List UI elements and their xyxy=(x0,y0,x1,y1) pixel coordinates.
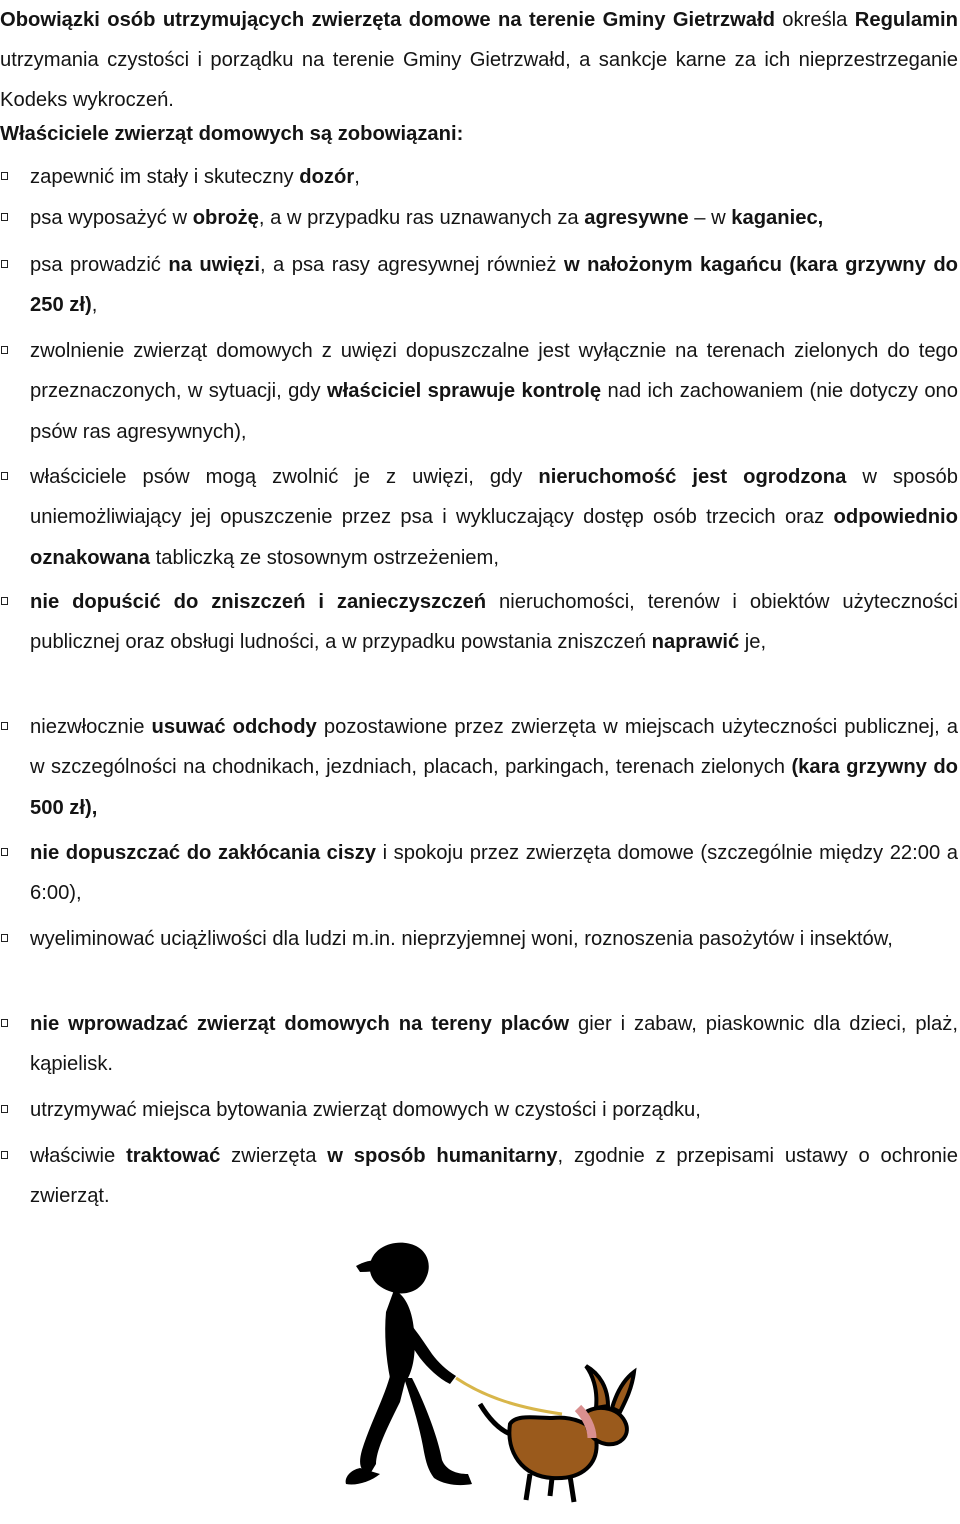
body-text: właściciele psów mogą zwolnić je z uwięzi, gdy xyxy=(30,466,539,488)
body-text: nieruchomości, terenów i obiektów użyteczności publicznej oraz obsługi ludności, a w przypadku powstania zniszczeń xyxy=(30,591,958,654)
square-bullet-icon xyxy=(1,1151,8,1159)
list-item xyxy=(0,157,958,197)
emphasis-text: nieruchomość jest ogrodzona xyxy=(538,466,847,488)
emphasis-text: dozór xyxy=(299,166,355,188)
intro-text-1: określa xyxy=(774,9,855,31)
body-text: zwierzęta xyxy=(220,1145,328,1167)
illustration xyxy=(300,1238,660,1518)
list-item-text xyxy=(30,582,958,663)
list-item xyxy=(0,707,958,828)
square-bullet-icon xyxy=(1,722,8,730)
square-bullet-icon xyxy=(1,1019,8,1027)
list-item-text xyxy=(30,1004,958,1085)
square-bullet-icon xyxy=(1,934,8,942)
list-item xyxy=(0,198,958,238)
list-item xyxy=(0,919,958,959)
section-heading: Właściciele zwierząt domowych są zobowiązani: xyxy=(0,123,464,145)
body-text: zapewnić im stały i skuteczny xyxy=(30,166,300,188)
body-text: zwolnienie zwierząt domowych z uwięzi dopuszczalne jest wyłącznie na terenach zielonych do tego przeznaczonych, w sytuacji, gdy xyxy=(30,340,958,403)
emphasis-text: odpowiednio oznakowana xyxy=(30,506,958,569)
intro-regulation-name: Regulamin xyxy=(854,9,958,31)
body-text: utrzymywać miejsca bytowania zwierząt domowych w czystości i porządku, xyxy=(30,1099,701,1121)
list-item xyxy=(0,833,958,914)
square-bullet-icon xyxy=(1,1105,8,1113)
emphasis-text: w nałożonym kagańcu (kara grzywny do 250 zł) xyxy=(30,254,958,317)
square-bullet-icon xyxy=(1,597,8,605)
person-figure xyxy=(346,1243,472,1486)
body-text: , zgodnie z przepisami ustawy o ochronie zwierząt. xyxy=(30,1145,958,1208)
list-item xyxy=(0,1004,958,1085)
person-walking-dog-icon xyxy=(300,1238,660,1518)
emphasis-text: kaganiec, xyxy=(731,207,824,229)
body-text: – w xyxy=(688,207,732,229)
body-text: je, xyxy=(739,631,767,654)
list-item-text xyxy=(30,457,958,578)
emphasis-text: (kara grzywny do 500 zł), xyxy=(30,756,958,819)
list-item-text xyxy=(30,1090,958,1130)
body-text: i spokoju przez zwierzęta domowe (szczególnie między 22:00 a 6:00), xyxy=(30,842,958,905)
emphasis-text: agresywne xyxy=(584,207,689,229)
intro-title: Obowiązki osób utrzymujących zwierzęta domowe na terenie Gminy Gietrzwałd xyxy=(0,9,775,31)
list-item-text xyxy=(30,1136,958,1217)
emphasis-text: obrożę xyxy=(192,207,259,229)
intro-text-2: utrzymania czystości i porządku na terenie Gminy Gietrzwałd, a sankcje karne za ich nieprzestrzeganie Kodeks wykroczeń. xyxy=(0,49,958,111)
list-item-text xyxy=(30,331,958,452)
square-bullet-icon xyxy=(1,472,8,480)
square-bullet-icon xyxy=(1,346,8,354)
body-text: psa wyposażyć w xyxy=(30,207,193,229)
list-item-text xyxy=(30,245,958,326)
square-bullet-icon xyxy=(1,848,8,856)
list-item-text xyxy=(30,707,958,828)
list-item-text xyxy=(30,919,958,959)
square-bullet-icon xyxy=(1,172,8,180)
list-item xyxy=(0,1136,958,1217)
square-bullet-icon xyxy=(1,260,8,268)
body-text: , a psa rasy agresywnej również xyxy=(259,254,564,276)
intro-paragraph xyxy=(0,0,958,120)
emphasis-text: nie wprowadzać zwierząt domowych na tereny placów xyxy=(30,1013,570,1035)
body-text: psa prowadzić xyxy=(30,254,169,276)
emphasis-text: naprawić xyxy=(651,631,740,654)
list-item xyxy=(0,582,958,663)
body-text: , xyxy=(91,294,98,317)
emphasis-text: traktować xyxy=(126,1145,221,1167)
list-item xyxy=(0,331,958,452)
emphasis-text: właściciel sprawuje kontrolę xyxy=(326,380,602,403)
body-text: niezwłocznie xyxy=(30,716,152,738)
emphasis-text: na uwięzi xyxy=(168,254,260,276)
leash xyxy=(456,1378,562,1414)
body-text: gier i zabaw, piaskownic dla dzieci, plaż, kąpielisk. xyxy=(30,1013,958,1076)
list-item xyxy=(0,457,958,578)
emphasis-text: usuwać odchody xyxy=(151,716,317,738)
list-item xyxy=(0,245,958,326)
emphasis-text: nie dopuścić do zniszczeń i zanieczyszczeń xyxy=(30,591,487,613)
square-bullet-icon xyxy=(1,213,8,221)
body-text: właściwie xyxy=(30,1145,127,1167)
body-text: , xyxy=(354,166,360,188)
body-text: , a w przypadku ras uznawanych za xyxy=(258,207,585,229)
list-item-text xyxy=(30,833,958,914)
body-text: w sposób uniemożliwiający jej opuszczenie przez psa i wykluczający dostęp osób trzecich oraz xyxy=(30,466,958,529)
list-item-text xyxy=(30,198,958,238)
list-item xyxy=(0,1090,958,1130)
emphasis-text: w sposób humanitarny xyxy=(327,1145,558,1167)
list-item-text xyxy=(30,157,958,197)
emphasis-text: nie dopuszczać do zakłócania ciszy xyxy=(30,842,377,864)
body-text: wyeliminować uciążliwości dla ludzi m.in. nieprzyjemnej woni, roznoszenia pasożytów i insektów, xyxy=(30,928,893,950)
body-text: tabliczką ze stosownym ostrzeżeniem, xyxy=(150,546,499,569)
body-text: nad ich zachowaniem (nie dotyczy ono psów ras agresywnych), xyxy=(30,380,959,443)
dog-figure xyxy=(480,1366,634,1502)
body-text: pozostawione przez zwierzęta w miejscach użyteczności publicznej, a w szczególności na chodnikach, jezdniach, placach, parkingach, terenach zielonych xyxy=(30,716,958,779)
